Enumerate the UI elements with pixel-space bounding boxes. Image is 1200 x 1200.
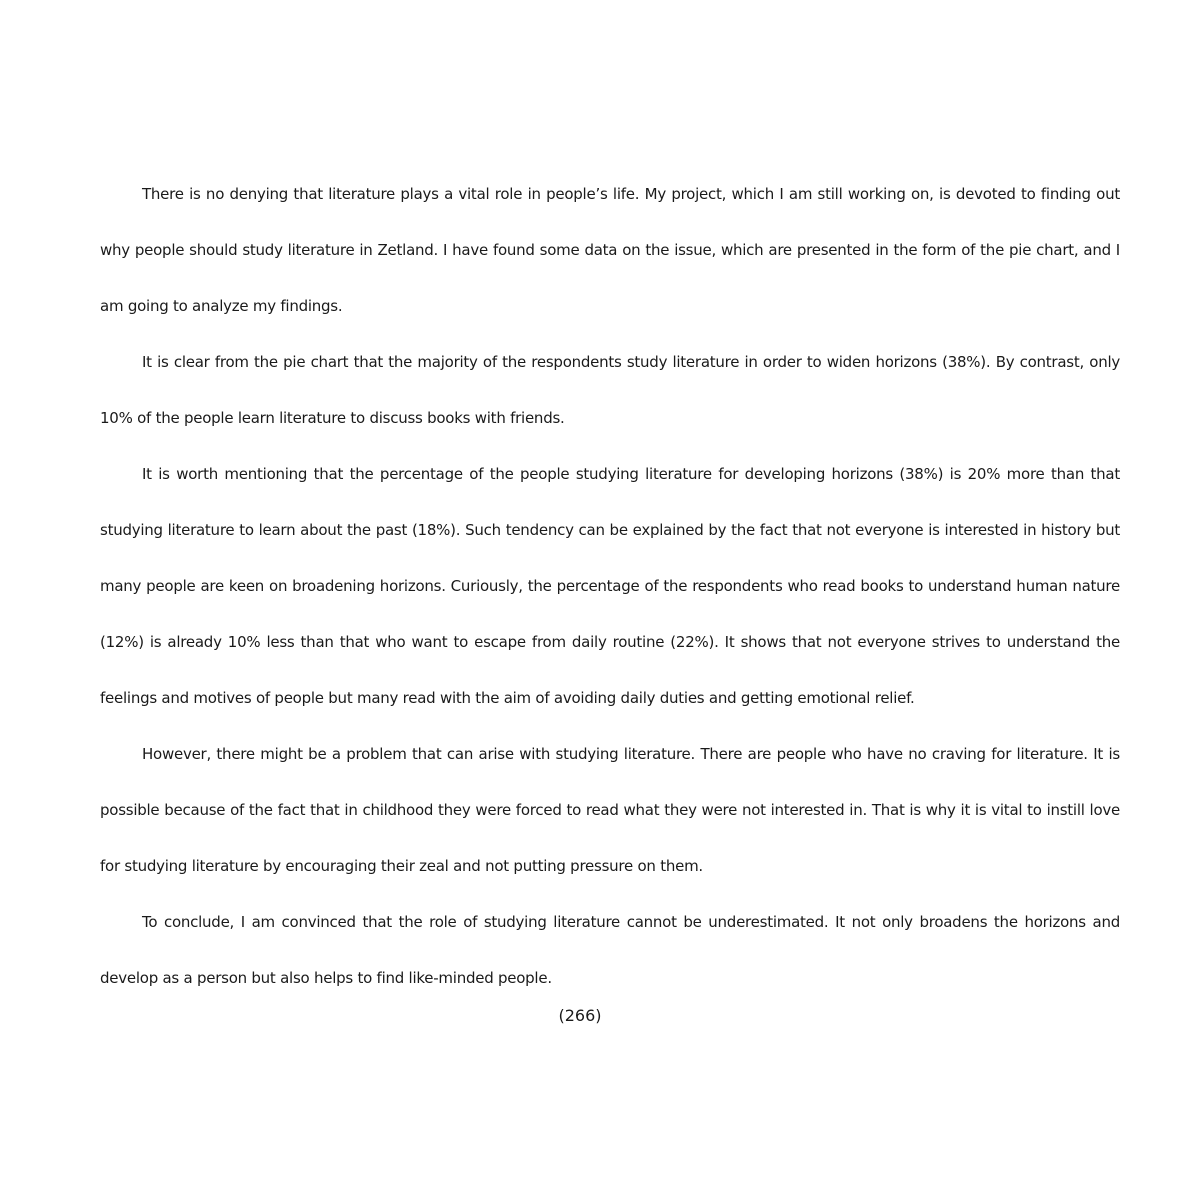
word-count: (266) <box>558 1006 602 1025</box>
paragraph-comparison: It is worth mentioning that the percentage of the people studying literature for developing horizons (38%) is 20% more than that studying literature to learn about the past (18%). Such tendency can be explained by the fact that not everyone is interested in history but many people are keen on broadening horizons. Curiously, the percentage of the respondents who read books to understand human nature (12%) is already 10% less than that who want to escape from daily routine (22%). It shows that not everyone strives to understand the feelings and motives of people but many read with the aim of avoiding daily duties and getting emotional relief. <box>100 465 1120 707</box>
essay-body <box>100 166 1120 1006</box>
paragraph-problem: However, there might be a problem that can arise with studying literature. There are people who have no craving for literature. It is possible because of the fact that in childhood they were forced to read what they were not interested in. That is why it is vital to instill love for studying literature by encouraging their zeal and not putting pressure on them. <box>100 745 1120 875</box>
paragraph-overview: It is clear from the pie chart that the majority of the respondents study literature in order to widen horizons (38%). By contrast, only 10% of the people learn literature to discuss books with friends. <box>100 353 1120 427</box>
paragraph-conclusion: To conclude, I am convinced that the role of studying literature cannot be underestimated. It not only broadens the horizons and develop as a person but also helps to find like-minded people. <box>100 913 1120 987</box>
paragraph-introduction: There is no denying that literature plays a vital role in people’s life. My project, which I am still working on, is devoted to finding out why people should study literature in Zetland. I have found some data on the issue, which are presented in the form of the pie chart, and I am going to analyze my findings. <box>100 185 1120 315</box>
